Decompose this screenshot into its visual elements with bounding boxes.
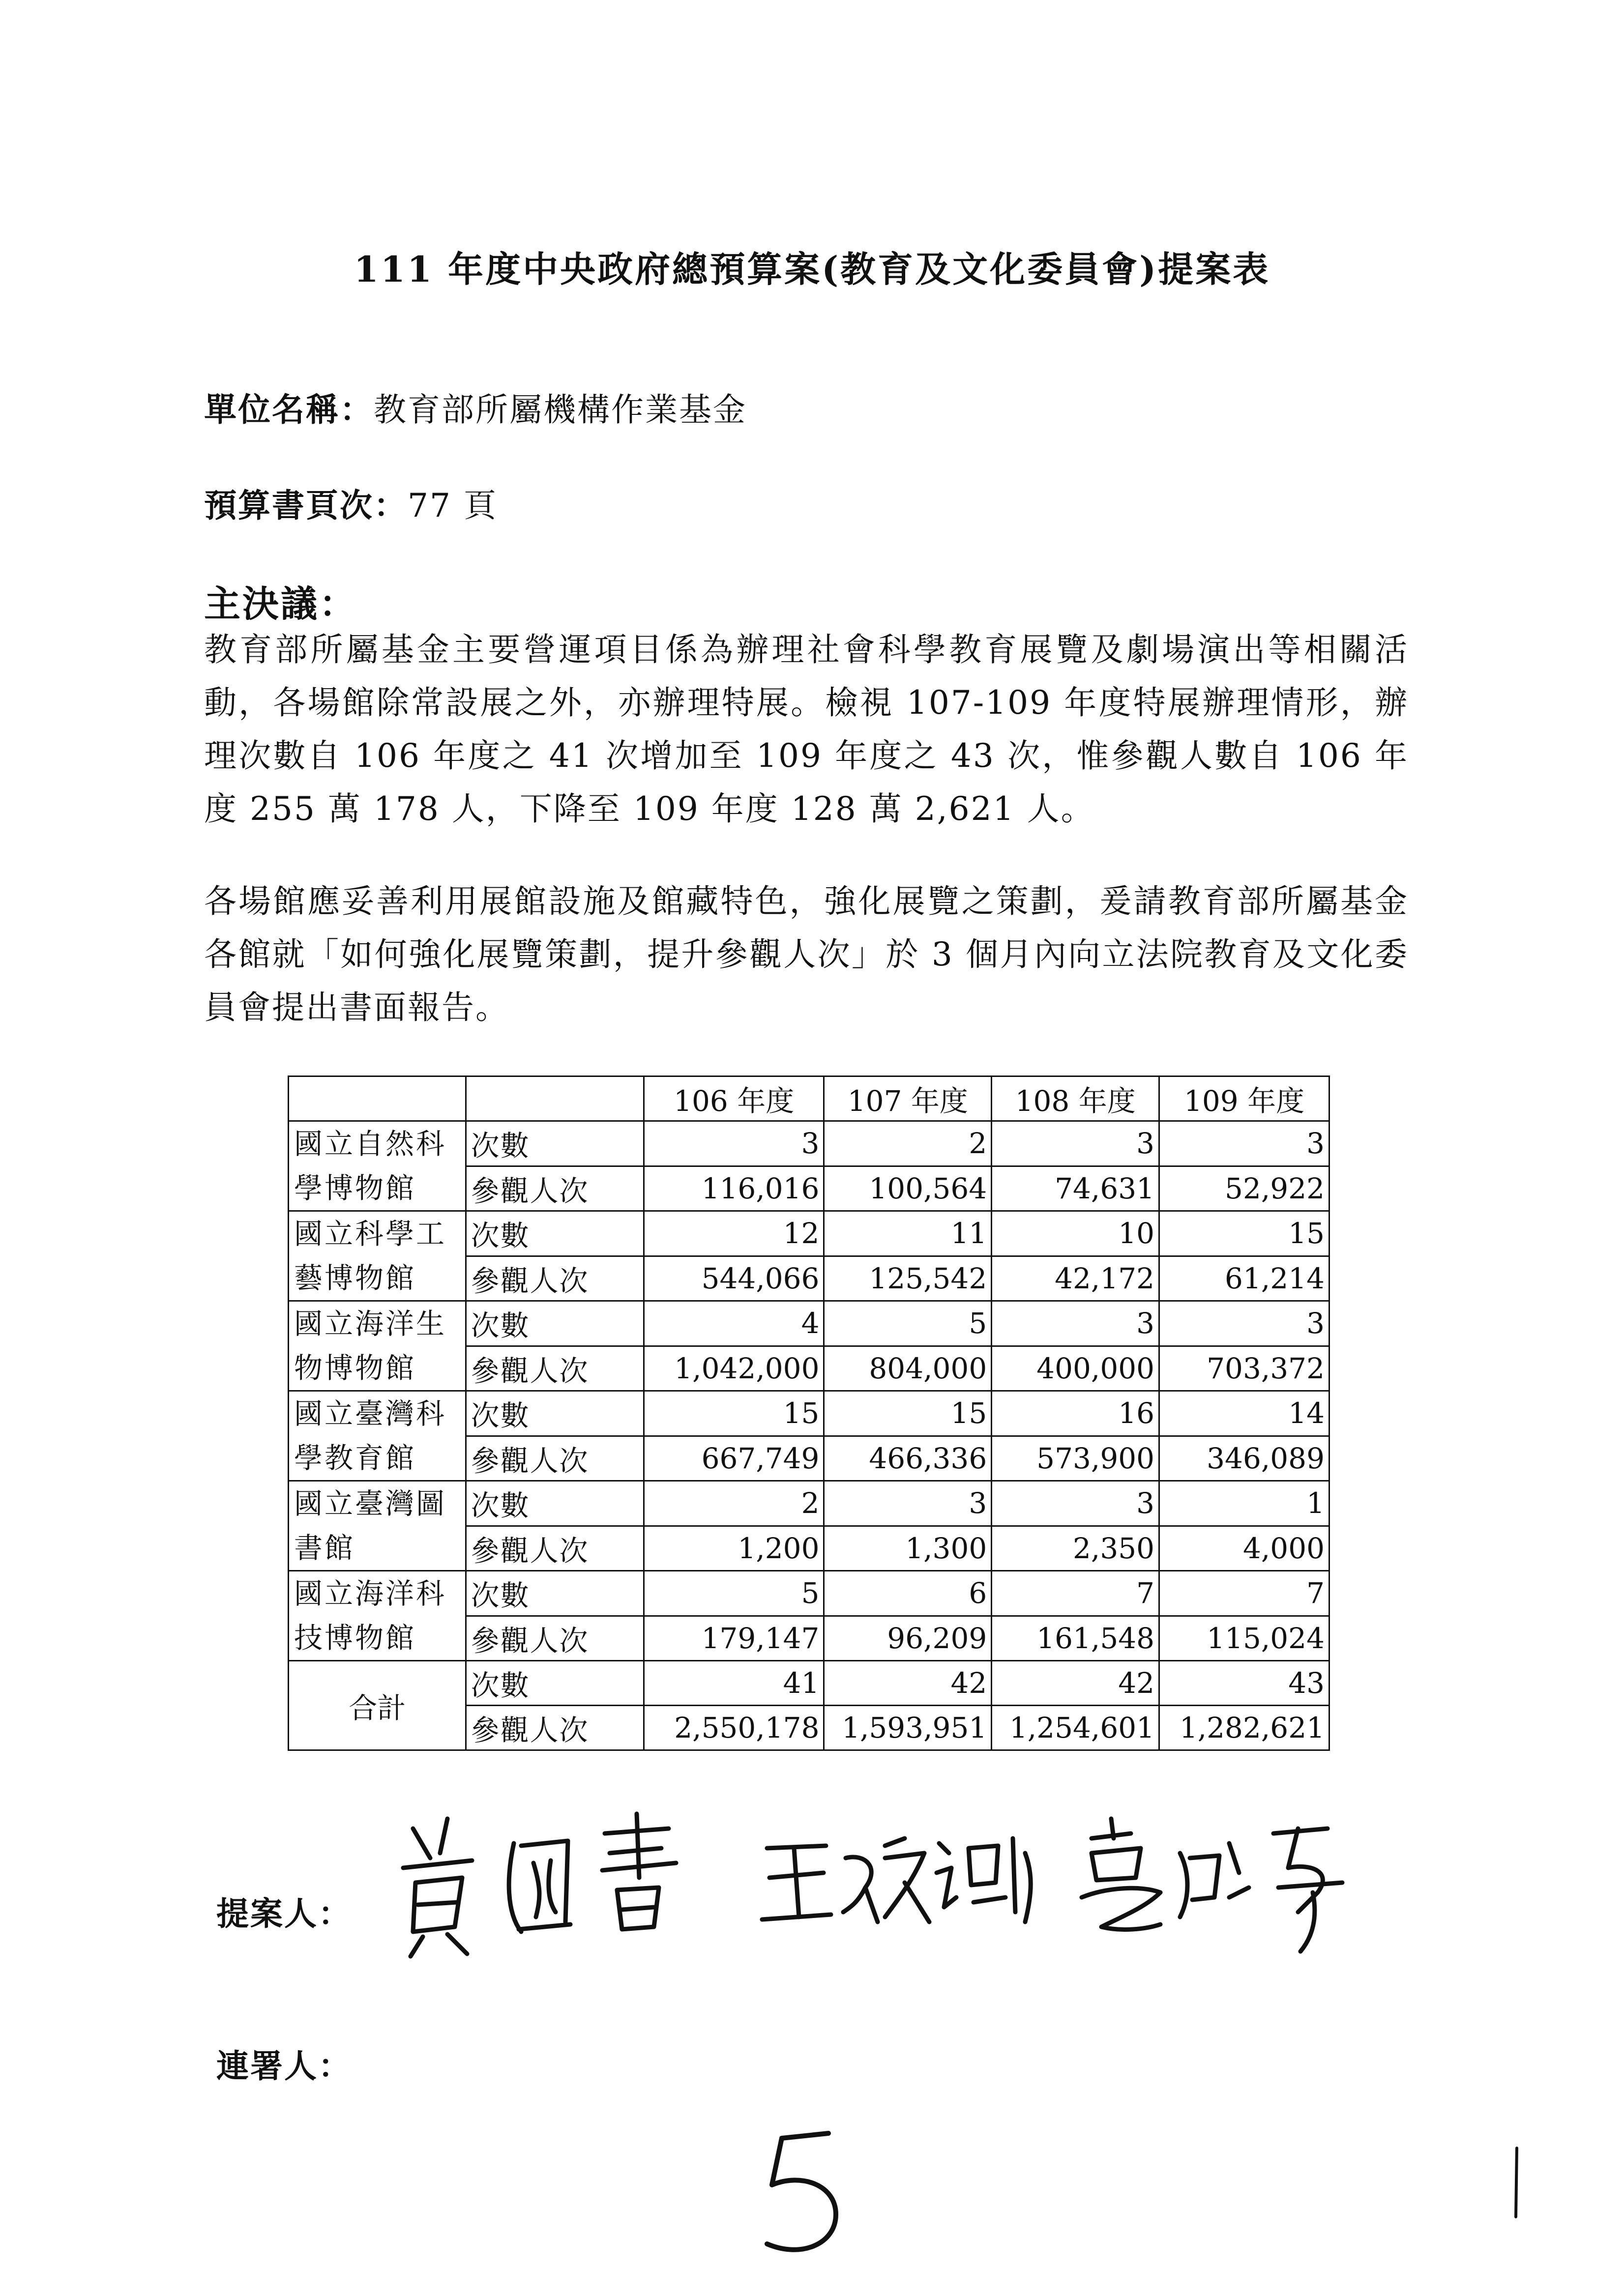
table-cell: 41: [644, 1661, 824, 1706]
table-cell: 74,631: [992, 1166, 1159, 1211]
unit-field: [204, 383, 747, 430]
table-cell: 96,209: [824, 1616, 992, 1661]
table-cell: 161,548: [992, 1616, 1159, 1661]
resolution-paragraph-2: 各場館應妥善利用展館設施及館藏特色，強化展覽之策劃，爰請教育部所屬基金各館就「如何強化展覽策劃，提升參觀人次」於 3 個月內向立法院教育及文化委員會提出書面報告。: [204, 882, 1409, 1026]
table-cell: 1,254,601: [992, 1706, 1159, 1750]
table-cell: 346,089: [1159, 1436, 1329, 1481]
exhibition-table: [288, 1075, 1330, 1751]
table-cell: 125,542: [824, 1256, 992, 1301]
budget-page-field: [204, 479, 498, 526]
table-cell: 2: [644, 1481, 824, 1526]
table-cell: 10: [992, 1211, 1159, 1256]
column-header: 106 年度: [644, 1076, 824, 1121]
table-cell: 7: [1159, 1571, 1329, 1616]
metric-label: 次數: [466, 1121, 644, 1166]
main-resolution-heading: 主決議：: [204, 583, 357, 625]
table-cell: 43: [1159, 1661, 1329, 1706]
table-cell: 42: [992, 1661, 1159, 1706]
table-cell: 115,024: [1159, 1616, 1329, 1661]
resolution-paragraph-1: 教育部所屬基金主要營運項目係為辦理社會科學教育展覽及劇場演出等相關活動，各場館除常設展之外，亦辦理特展。檢視 107-109 年度特展辦理情形，辦理次數自 106 年度之 41 次增加至 109 年度之 43 次，惟參觀人數自 106 年度 255 萬 178 人，下降至 109 年度 128 萬 2,621 人。: [204, 631, 1409, 828]
table-cell: 12: [644, 1211, 824, 1256]
table-cell: 1,282,621: [1159, 1706, 1329, 1750]
margin-tick-mark: [1512, 2143, 1522, 2222]
table-cell: 179,147: [644, 1616, 824, 1661]
total-row: [289, 1661, 1329, 1706]
table-cell: 15: [644, 1391, 824, 1436]
column-header: 107 年度: [824, 1076, 992, 1121]
table-cell: 15: [1159, 1211, 1329, 1256]
signature-3: [1082, 1819, 1342, 1951]
metric-label: 參觀人次: [466, 1166, 644, 1211]
table-cell: 4,000: [1159, 1526, 1329, 1571]
table-cell: 3: [992, 1481, 1159, 1526]
signature-1: [403, 1814, 676, 1956]
handwritten-signatures: [393, 1799, 1377, 1961]
table-cell: 7: [992, 1571, 1159, 1616]
budget-page-label: 預算書頁次：: [204, 486, 408, 524]
table-cell: 1,300: [824, 1526, 992, 1571]
table-cell: 3: [1159, 1301, 1329, 1346]
table-row: [289, 1571, 1329, 1616]
table-cell: 1: [1159, 1481, 1329, 1526]
table-cell: 667,749: [644, 1436, 824, 1481]
table-cell: 6: [824, 1571, 992, 1616]
metric-label: 次數: [466, 1481, 644, 1526]
table-cell: 4: [644, 1301, 824, 1346]
table-cell: 61,214: [1159, 1256, 1329, 1301]
metric-label: 次數: [466, 1301, 644, 1346]
table-cell: 573,900: [992, 1436, 1159, 1481]
table-cell: 16: [992, 1391, 1159, 1436]
table-cell: 3: [992, 1301, 1159, 1346]
table-cell: 703,372: [1159, 1346, 1329, 1391]
unit-label: 單位名稱：: [204, 390, 374, 429]
metric-label: 參觀人次: [466, 1436, 644, 1481]
table-row: [289, 1481, 1329, 1526]
table-cell: 5: [824, 1301, 992, 1346]
table-cell: 11: [824, 1211, 992, 1256]
handwritten-page-number: [742, 2123, 851, 2261]
signature-2: [762, 1838, 1031, 1922]
table-cell: 400,000: [992, 1346, 1159, 1391]
table-cell: 52,922: [1159, 1166, 1329, 1211]
institution-name: 國立海洋科技博物館: [289, 1571, 466, 1661]
table-cell: 42: [824, 1661, 992, 1706]
total-label: 合計: [289, 1661, 466, 1750]
institution-name: 國立科學工藝博物館: [289, 1211, 466, 1301]
table-cell: 1,200: [644, 1526, 824, 1571]
table-row: [289, 1121, 1329, 1166]
table-cell: 2,550,178: [644, 1706, 824, 1750]
metric-label: 次數: [466, 1571, 644, 1616]
table-cell: 116,016: [644, 1166, 824, 1211]
table-cell: 42,172: [992, 1256, 1159, 1301]
table-cell: 1,593,951: [824, 1706, 992, 1750]
table-cell: 3: [824, 1481, 992, 1526]
column-header: 108 年度: [992, 1076, 1159, 1121]
metric-label: 參觀人次: [466, 1256, 644, 1301]
table-cell: 466,336: [824, 1436, 992, 1481]
page-title: 111 年度中央政府總預算案(教育及文化委員會)提案表: [354, 248, 1270, 290]
metric-label: 次數: [466, 1211, 644, 1256]
column-header: 109 年度: [1159, 1076, 1329, 1121]
institution-name: 國立自然科學博物館: [289, 1121, 466, 1211]
metric-label: 參觀人次: [466, 1346, 644, 1391]
table-cell: 544,066: [644, 1256, 824, 1301]
institution-name: 國立臺灣圖書館: [289, 1481, 466, 1571]
table-cell: 14: [1159, 1391, 1329, 1436]
table-cell: 5: [644, 1571, 824, 1616]
table-cell: 100,564: [824, 1166, 992, 1211]
cosigner-label: 連署人：: [216, 2047, 352, 2085]
budget-page-value: 77 頁: [408, 487, 498, 524]
table-row: [289, 1391, 1329, 1436]
table-cell: 2: [824, 1121, 992, 1166]
table-cell: 15: [824, 1391, 992, 1436]
proposer-label: 提案人：: [216, 1894, 352, 1933]
metric-label: 參觀人次: [466, 1526, 644, 1571]
header-blank: [466, 1076, 644, 1121]
table-cell: 3: [1159, 1121, 1329, 1166]
table-row: [289, 1301, 1329, 1346]
metric-label: 參觀人次: [466, 1616, 644, 1661]
table-row: [289, 1211, 1329, 1256]
metric-label: 次數: [466, 1391, 644, 1436]
table-header-row: [289, 1076, 1329, 1121]
table-cell: 3: [992, 1121, 1159, 1166]
metric-label: 參觀人次: [466, 1706, 644, 1750]
unit-value: 教育部所屬機構作業基金: [374, 391, 747, 429]
table-cell: 3: [644, 1121, 824, 1166]
institution-name: 國立臺灣科學教育館: [289, 1391, 466, 1481]
metric-label: 次數: [466, 1661, 644, 1706]
header-blank: [289, 1076, 466, 1121]
institution-name: 國立海洋生物博物館: [289, 1301, 466, 1391]
table-cell: 1,042,000: [644, 1346, 824, 1391]
table-cell: 804,000: [824, 1346, 992, 1391]
table-cell: 2,350: [992, 1526, 1159, 1571]
